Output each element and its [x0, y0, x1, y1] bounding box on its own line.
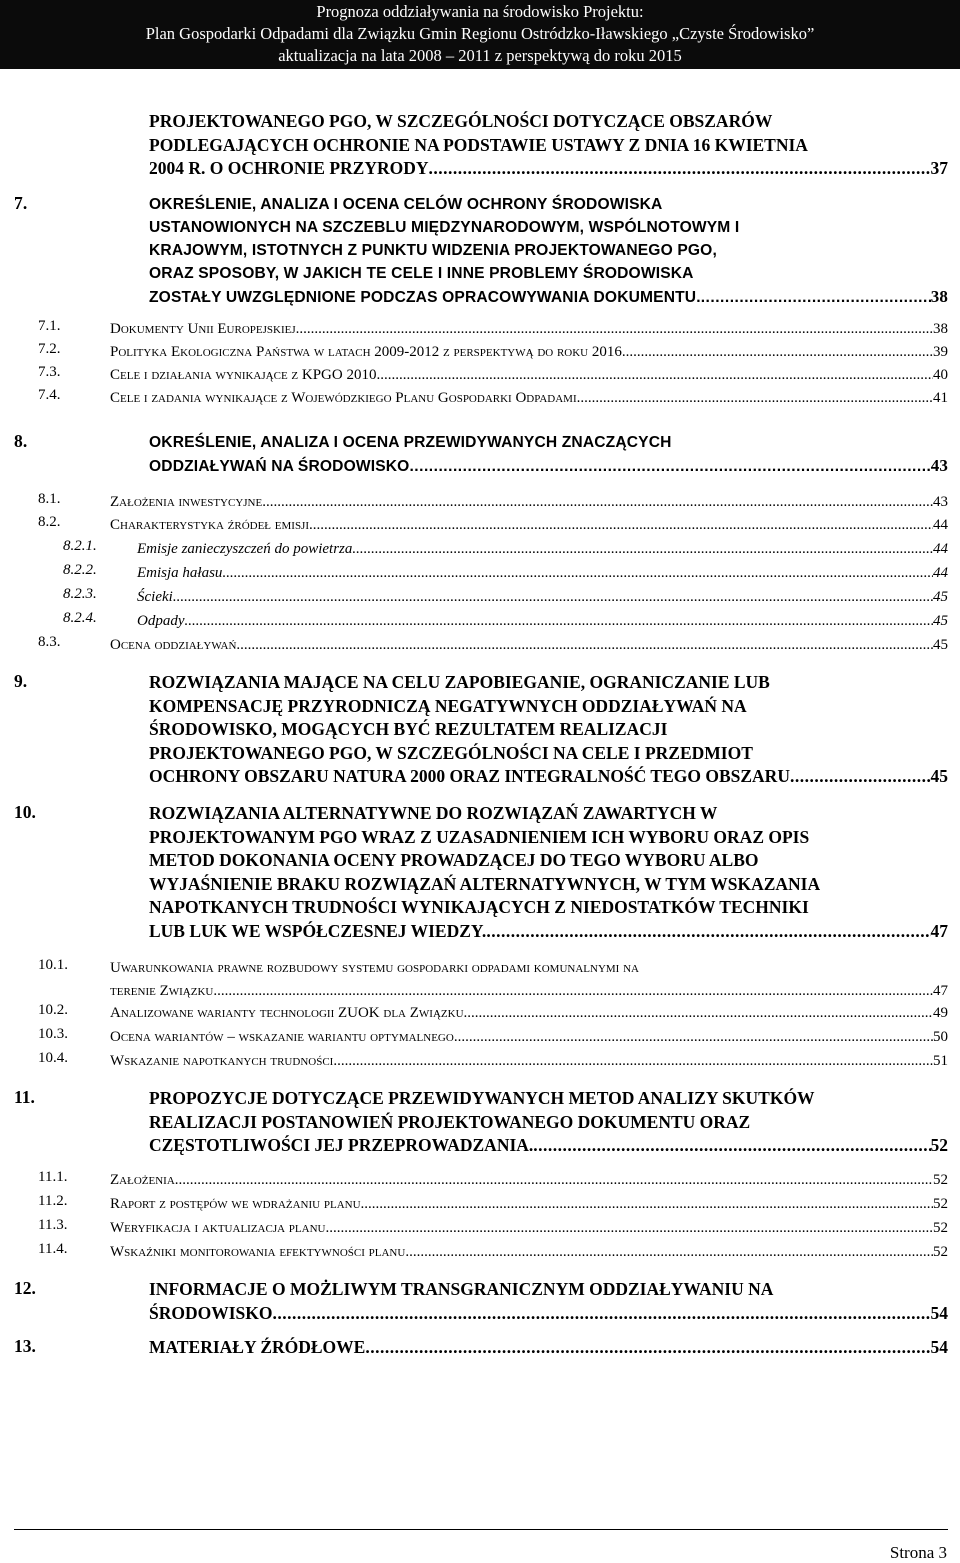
toc-entry-last-line — [149, 157, 948, 181]
toc-leader-dots — [464, 1002, 933, 1025]
toc-entry-title: ZOSTAŁY UWZGLĘDNIONE PODCZAS OPRACOWYWANIA DOKUMENTU. — [149, 289, 701, 306]
toc-page-number: 52 — [933, 1244, 948, 1260]
header-line-3: aktualizacja na lata 2008 – 2011 z perspektywą do roku 2015 — [278, 46, 682, 65]
toc-entry-line: OKREŚLENIE, ANALIZA I OCENA CELÓW OCHRONY ŚRODOWISKA — [149, 196, 663, 213]
toc-number: 8.2.2. — [63, 562, 97, 578]
toc-page-number: 54 — [930, 1302, 948, 1323]
toc-page-number: 52 — [933, 1196, 948, 1212]
toc-leader-dots — [296, 318, 933, 341]
toc-number: 8.3. — [38, 634, 61, 650]
toc-entry-last-line — [149, 765, 948, 789]
toc-entry-line: NAPOTKANYCH TRUDNOŚCI WYNIKAJĄCYCH Z NIEDOSTATKÓW TECHNIKI — [149, 897, 809, 917]
toc-page-number: 51 — [933, 1053, 948, 1069]
toc-entry-last-line — [149, 920, 948, 944]
toc-entry-title: Dokumenty Unii Europejskiej — [110, 321, 296, 337]
toc-entry-line: REALIZACJI POSTANOWIEŃ PROJEKTOWANEGO DOKUMENTU ORAZ — [149, 1111, 751, 1132]
toc-page-number: 52 — [933, 1220, 948, 1236]
toc-page-number: 38 — [930, 287, 948, 306]
toc-entry-title: LUB LUK WE WSPÓŁCZESNEJ WIEDZY. — [149, 920, 487, 941]
toc-leader-dots — [486, 920, 930, 944]
toc-page-number: 43 — [933, 494, 948, 510]
toc-entry-title: 2004 R. O OCHRONIE PRZYRODY — [149, 158, 429, 178]
toc-number: 11.3. — [38, 1217, 68, 1233]
toc-leader-dots — [325, 1217, 933, 1240]
toc-number: 11.1. — [38, 1169, 68, 1185]
toc-entry-last-line — [149, 1134, 948, 1158]
toc-entry-line: ORAZ SPOSOBY, W JAKICH TE CELE I INNE PROBLEMY ŚRODOWISKA — [149, 265, 694, 282]
toc-number: 7.1. — [38, 318, 61, 334]
toc-number: 12. — [14, 1278, 36, 1298]
toc-page-number: 47 — [933, 983, 948, 999]
toc-leader-dots — [309, 514, 933, 537]
toc-number: 10.3. — [38, 1026, 68, 1042]
toc-entry-line: WYJAŚNIENIE BRAKU ROZWIĄZAŃ ALTERNATYWNYCH, W TYM WSKAZANIA — [149, 873, 821, 894]
toc-entry-title: CZĘSTOTLIWOŚCI JEJ PRZEPROWADZANIA. — [149, 1135, 534, 1155]
toc-page-number: 52 — [933, 1172, 948, 1188]
toc-entry-title: MATERIAŁY ŹRÓDŁOWE — [149, 1337, 366, 1357]
toc-leader-dots — [222, 562, 933, 585]
toc-leader-dots — [361, 1193, 933, 1216]
toc-number: 8.2. — [38, 514, 61, 530]
toc-entry-line: PROJEKTOWANYM PGO WRAZ Z UZASADNIENIEM ICH WYBORU ORAZ OPIS — [149, 826, 810, 847]
toc-number: 7. — [14, 193, 28, 213]
toc-entry-title: Ścieki — [137, 589, 173, 605]
header-line-2: Plan Gospodarki Odpadami dla Związku Gmin Regionu Ostródzko-Iławskiego „Czyste Środowisko” — [145, 24, 815, 43]
toc-page-number: 37 — [930, 158, 948, 178]
toc-number: 10.4. — [38, 1050, 68, 1066]
toc-entry-line: METOD DOKONANIA OCENY PROWADZĄCEJ DO TEGO WYBORU ALBO — [149, 850, 759, 870]
toc-leader-dots — [173, 586, 933, 609]
toc-number: 13. — [14, 1336, 36, 1356]
toc-number: 10.2. — [38, 1002, 68, 1018]
toc-entry-line: ROZWIĄZANIA ALTERNATYWNE DO ROZWIĄZAŃ ZAWARTYCH W — [149, 803, 718, 823]
toc-leader-dots — [790, 765, 931, 789]
toc-entry-title: Cele i zadania wynikające z Wojewódzkiego Planu Gospodarki Odpadami — [110, 390, 577, 406]
toc-entry-title: Charakterystyka źródeł emisji — [110, 517, 310, 533]
toc-leader-dots — [236, 634, 933, 657]
toc-page-number: 45 — [933, 637, 948, 653]
toc-entry-line: ROZWIĄZANIA MAJĄCE NA CELU ZAPOBIEGANIE, OGRANICZANIE LUB — [149, 672, 770, 692]
toc-number: 11.4. — [38, 1241, 68, 1257]
toc-number: 9. — [14, 671, 28, 691]
toc-page-number: 49 — [933, 1005, 948, 1021]
toc-number: 10. — [14, 802, 36, 822]
toc-entry-line: Uwarunkowania prawne rozbudowy systemu gospodarki odpadami komunalnymi na — [110, 960, 639, 976]
toc-entry-title: Polityka Ekologiczna Państwa w latach 2009-2012 z perspektywą do roku 2016. — [110, 344, 626, 360]
toc-page-number: 44 — [933, 541, 948, 557]
toc-entry-title: Cele i działania wynikające z KPGO 2010 — [110, 367, 377, 383]
toc-entry-title: Weryfikacja i aktualizacja planu — [110, 1220, 326, 1236]
toc-entry-title: ŚRODOWISKO — [149, 1302, 273, 1323]
toc-number: 11.2. — [38, 1193, 68, 1209]
toc-leader-dots — [175, 1169, 933, 1192]
toc-entry-last-line — [149, 1336, 948, 1360]
toc-entry-line: USTANOWIONYCH NA SZCZEBLU MIĘDZYNARODOWYM, WSPÓLNOTOWYM I — [149, 219, 740, 236]
toc-entry-title: Założenia — [110, 1172, 175, 1188]
toc-leader-dots — [213, 980, 933, 1003]
toc-entry-title: Analizowane warianty technologii ZUOK dla Związku — [110, 1005, 464, 1021]
toc-leader-dots — [577, 387, 933, 410]
toc-number: 8.1. — [38, 491, 61, 507]
toc-entry-last-line — [149, 454, 948, 477]
toc-entry-title: Założenia inwestycyjne — [110, 494, 263, 510]
toc-leader-dots — [185, 610, 934, 633]
toc-page-number: 52 — [930, 1135, 948, 1155]
toc-entry-line: PROJEKTOWANEGO PGO, W SZCZEGÓLNOŚCI NA CELE I PRZEDMIOT — [149, 742, 753, 763]
toc-leader-dots — [365, 1336, 930, 1360]
toc-leader-dots — [626, 341, 933, 364]
toc-entry-title: Raport z postępów we wdrażaniu planu — [110, 1196, 361, 1212]
toc-number: 7.2. — [38, 341, 61, 357]
toc-entry-line: ŚRODOWISKO, MOGĄCYCH BYĆ REZULTATEM REALIZACJI — [149, 719, 668, 739]
toc-entry-title: Ocena oddziaływań — [110, 637, 237, 653]
toc-page-number: 54 — [930, 1337, 948, 1357]
toc-entry-line: OKREŚLENIE, ANALIZA I OCENA PRZEWIDYWANYCH ZNACZĄCYCH — [149, 434, 672, 451]
toc-entry-line: KOMPENSACJĘ PRZYRODNICZĄ NEGATYWNYCH ODDZIAŁYWAŃ NA — [149, 695, 747, 716]
toc-number: 7.3. — [38, 364, 61, 380]
toc-leader-dots — [376, 364, 933, 387]
toc-page-number: 44 — [933, 565, 948, 581]
toc-page-number: 40 — [933, 367, 948, 383]
toc-page-number: 45 — [933, 589, 948, 605]
toc-entry-title: Odpady — [137, 613, 185, 629]
toc-leader-dots — [701, 286, 931, 309]
toc-entry-last-line — [149, 285, 948, 308]
toc-page-number: 44 — [933, 517, 948, 533]
toc-entry-title: ODDZIAŁYWAŃ NA ŚRODOWISKO — [149, 458, 410, 475]
toc-entry-title: Emisja hałasu — [137, 565, 223, 581]
header-line-1: Prognoza oddziaływania na środowisko Projektu: — [316, 2, 644, 21]
toc-leader-dots — [454, 1026, 933, 1049]
toc-entry-title: Emisje zanieczyszczeń do powietrza — [137, 541, 353, 557]
toc-leader-dots — [333, 1050, 933, 1073]
toc-number: 10.1. — [38, 957, 68, 973]
toc-entry-title: terenie Związku — [110, 983, 214, 999]
toc-entry-last-line — [149, 1302, 948, 1326]
toc-entry-line: PODLEGAJĄCYCH OCHRONIE NA PODSTAWIE USTAWY Z DNIA 16 KWIETNIA — [149, 134, 808, 155]
toc-leader-dots — [405, 1241, 933, 1264]
toc-leader-dots — [262, 491, 933, 514]
toc-number: 8. — [14, 431, 28, 451]
toc-leader-dots — [352, 538, 933, 561]
toc-leader-dots — [273, 1302, 931, 1326]
toc-leader-dots — [533, 1134, 930, 1158]
toc-number: 11. — [14, 1087, 35, 1107]
toc-entry-line: KRAJOWYM, ISTOTNYCH Z PUNKTU WIDZENIA PROJEKTOWANEGO PGO, — [149, 242, 717, 259]
toc-entry-title: Wskaźniki monitorowania efektywności planu — [110, 1244, 406, 1260]
toc-page-number: 38 — [933, 321, 948, 337]
toc-entry-title: Ocena wariantów – wskazanie wariantu optymalnego — [110, 1029, 454, 1045]
toc-entry-line: INFORMACJE O MOŻLIWYM TRANSGRANICZNYM ODDZIAŁYWANIU NA — [149, 1279, 774, 1299]
toc-entry-last-line — [110, 980, 948, 1003]
toc-page-number: 47 — [930, 920, 948, 941]
toc-page-number: 41 — [933, 390, 948, 406]
page-number-footer: Strona 3 — [889, 1543, 947, 1562]
toc-page-number: 45 — [933, 613, 948, 629]
toc-entry-title: Wskazanie napotkanych trudności — [110, 1053, 334, 1069]
toc-page-number: 43 — [930, 456, 948, 475]
toc-leader-dots — [429, 157, 931, 181]
toc-entry-line: PROPOZYCJE DOTYCZĄCE PRZEWIDYWANYCH METOD ANALIZY SKUTKÓW — [149, 1088, 815, 1108]
toc-leader-dots — [409, 455, 930, 478]
toc-number: 7.4. — [38, 387, 61, 403]
toc-number: 8.2.1. — [63, 538, 97, 554]
toc-page-number: 50 — [933, 1029, 948, 1045]
toc-entry-title: OCHRONY OBSZARU NATURA 2000 ORAZ INTEGRALNOŚĆ TEGO OBSZARU — [149, 766, 790, 786]
toc-page-number: 45 — [930, 766, 948, 786]
toc-number: 8.2.4. — [63, 610, 97, 626]
footer-divider — [14, 1529, 948, 1530]
toc-page-number: 39 — [933, 344, 948, 360]
toc-number: 8.2.3. — [63, 586, 97, 602]
toc-entry-line: PROJEKTOWANEGO PGO, W SZCZEGÓLNOŚCI DOTYCZĄCE OBSZARÓW — [149, 111, 773, 131]
